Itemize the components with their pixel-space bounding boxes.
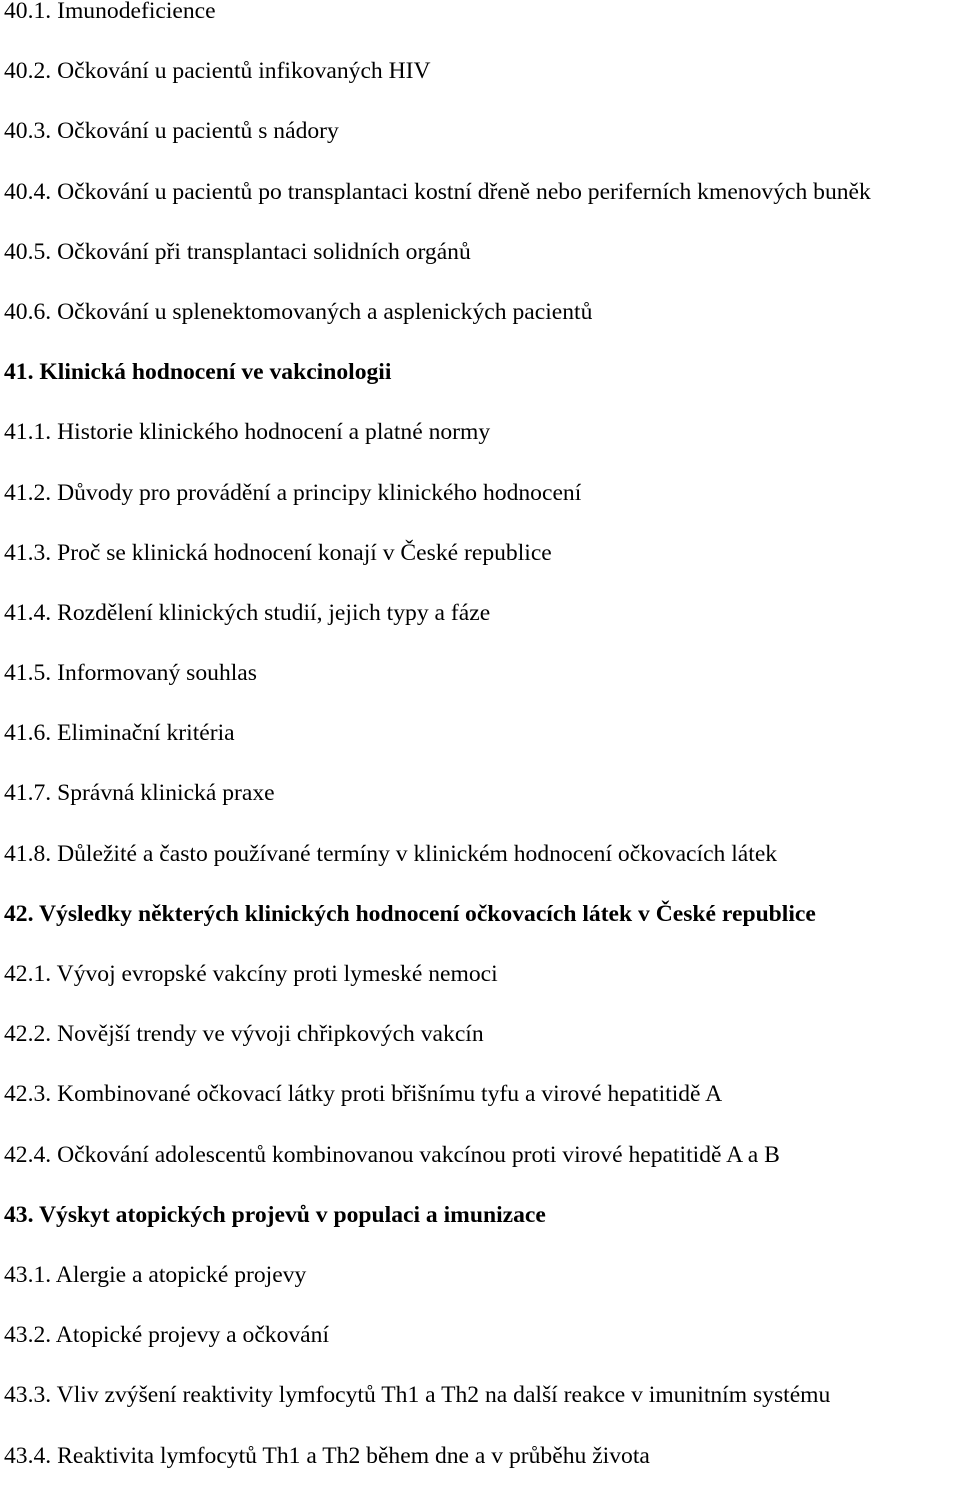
toc-entry (4, 295, 954, 355)
toc-entry (4, 0, 954, 54)
section-title: Kombinované očkovací látky proti břišnímu tyfu a virové hepatitidě A (57, 1081, 723, 1108)
section-title: Očkování u pacientů s nádory (57, 118, 339, 145)
section-number: 42.2. (4, 1021, 52, 1048)
toc-chapter-heading (4, 1198, 954, 1258)
toc-entry (4, 536, 954, 596)
toc-entry (4, 54, 954, 114)
chapter-number: 41. (4, 359, 34, 386)
toc-entry (4, 415, 954, 475)
toc-chapter-heading (4, 355, 954, 415)
section-number: 41.4. (4, 599, 52, 626)
toc-entry (4, 1439, 954, 1499)
section-number: 40.4. (4, 178, 52, 205)
section-number: 43.4. (4, 1442, 52, 1469)
chapter-title: Klinická hodnocení ve vakcinologii (39, 359, 392, 386)
toc-entry (4, 776, 954, 836)
section-number: 40.2. (4, 58, 52, 85)
toc-entry (4, 235, 954, 295)
toc-entry (4, 837, 954, 897)
section-title: Rozdělení klinických studií, jejich typy a fáze (57, 599, 491, 626)
section-title: Důležité a často používané termíny v klinickém hodnocení očkovacích látek (57, 840, 778, 867)
section-title: Proč se klinická hodnocení konají v České republice (57, 539, 552, 566)
section-number: 40.5. (4, 238, 52, 265)
toc-chapter-heading (4, 897, 954, 957)
section-title: Novější trendy ve vývoji chřipkových vakcín (57, 1021, 484, 1048)
section-number: 41.1. (4, 419, 52, 446)
chapter-number: 42. (4, 900, 34, 927)
toc-entry (4, 596, 954, 656)
toc-entry (4, 1138, 954, 1198)
toc-entry (4, 1017, 954, 1077)
toc-entry (4, 656, 954, 716)
toc-entry (4, 716, 954, 776)
section-title: Historie klinického hodnocení a platné normy (57, 419, 491, 446)
chapter-number: 43. (4, 1201, 34, 1228)
toc-entry (4, 114, 954, 174)
section-title: Reaktivita lymfocytů Th1 a Th2 během dne a v průběhu života (57, 1442, 650, 1469)
section-number: 42.4. (4, 1141, 52, 1168)
section-number: 43.2. (4, 1322, 52, 1349)
section-number: 43.1. (4, 1261, 52, 1288)
section-number: 41.7. (4, 780, 52, 807)
section-title: Informovaný souhlas (57, 660, 257, 687)
toc-entry (4, 957, 954, 1017)
toc-entry (4, 1378, 954, 1438)
toc-entry (4, 1077, 954, 1137)
toc-entry (4, 1318, 954, 1378)
section-title: Vliv zvýšení reaktivity lymfocytů Th1 a Th2 na další reakce v imunitním systému (56, 1382, 831, 1409)
section-title: Imunodeficience (57, 0, 216, 24)
section-number: 40.6. (4, 298, 52, 325)
section-title: Očkování při transplantaci solidních orgánů (57, 238, 471, 265)
section-number: 43.3. (4, 1382, 52, 1409)
section-number: 41.5. (4, 660, 52, 687)
section-title: Eliminační kritéria (57, 720, 235, 747)
section-number: 42.1. (4, 961, 52, 987)
table-of-contents (4, 0, 954, 1499)
section-number: 41.8. (4, 840, 52, 867)
section-number: 41.3. (4, 539, 52, 566)
section-title: Očkování u pacientů infikovaných HIV (57, 58, 431, 85)
section-number: 42.3. (4, 1081, 52, 1108)
section-title: Správná klinická praxe (57, 780, 275, 807)
toc-entry (4, 476, 954, 536)
section-number: 41.6. (4, 720, 52, 747)
section-title: Alergie a atopické projevy (55, 1261, 307, 1288)
toc-entry (4, 175, 954, 235)
section-number: 41.2. (4, 479, 52, 506)
section-title: Očkování u splenektomovaných a asplenických pacientů (57, 298, 593, 325)
section-title: Očkování u pacientů po transplantaci kostní dřeně nebo periferních kmenových buněk (57, 178, 871, 205)
section-title: Vývoj evropské vakcíny proti lymeské nemoci (56, 961, 498, 987)
chapter-title: Výsledky některých klinických hodnocení očkovacích látek v České republice (38, 900, 816, 927)
section-title: Očkování adolescentů kombinovanou vakcínou proti virové hepatitidě A a B (57, 1141, 780, 1168)
section-title: Důvody pro provádění a principy klinického hodnocení (57, 479, 582, 506)
chapter-title: Výskyt atopických projevů v populaci a imunizace (38, 1201, 546, 1228)
section-number: 40.1. (4, 0, 52, 24)
toc-entry (4, 1258, 954, 1318)
section-number: 40.3. (4, 118, 52, 145)
section-title: Atopické projevy a očkování (55, 1322, 330, 1349)
